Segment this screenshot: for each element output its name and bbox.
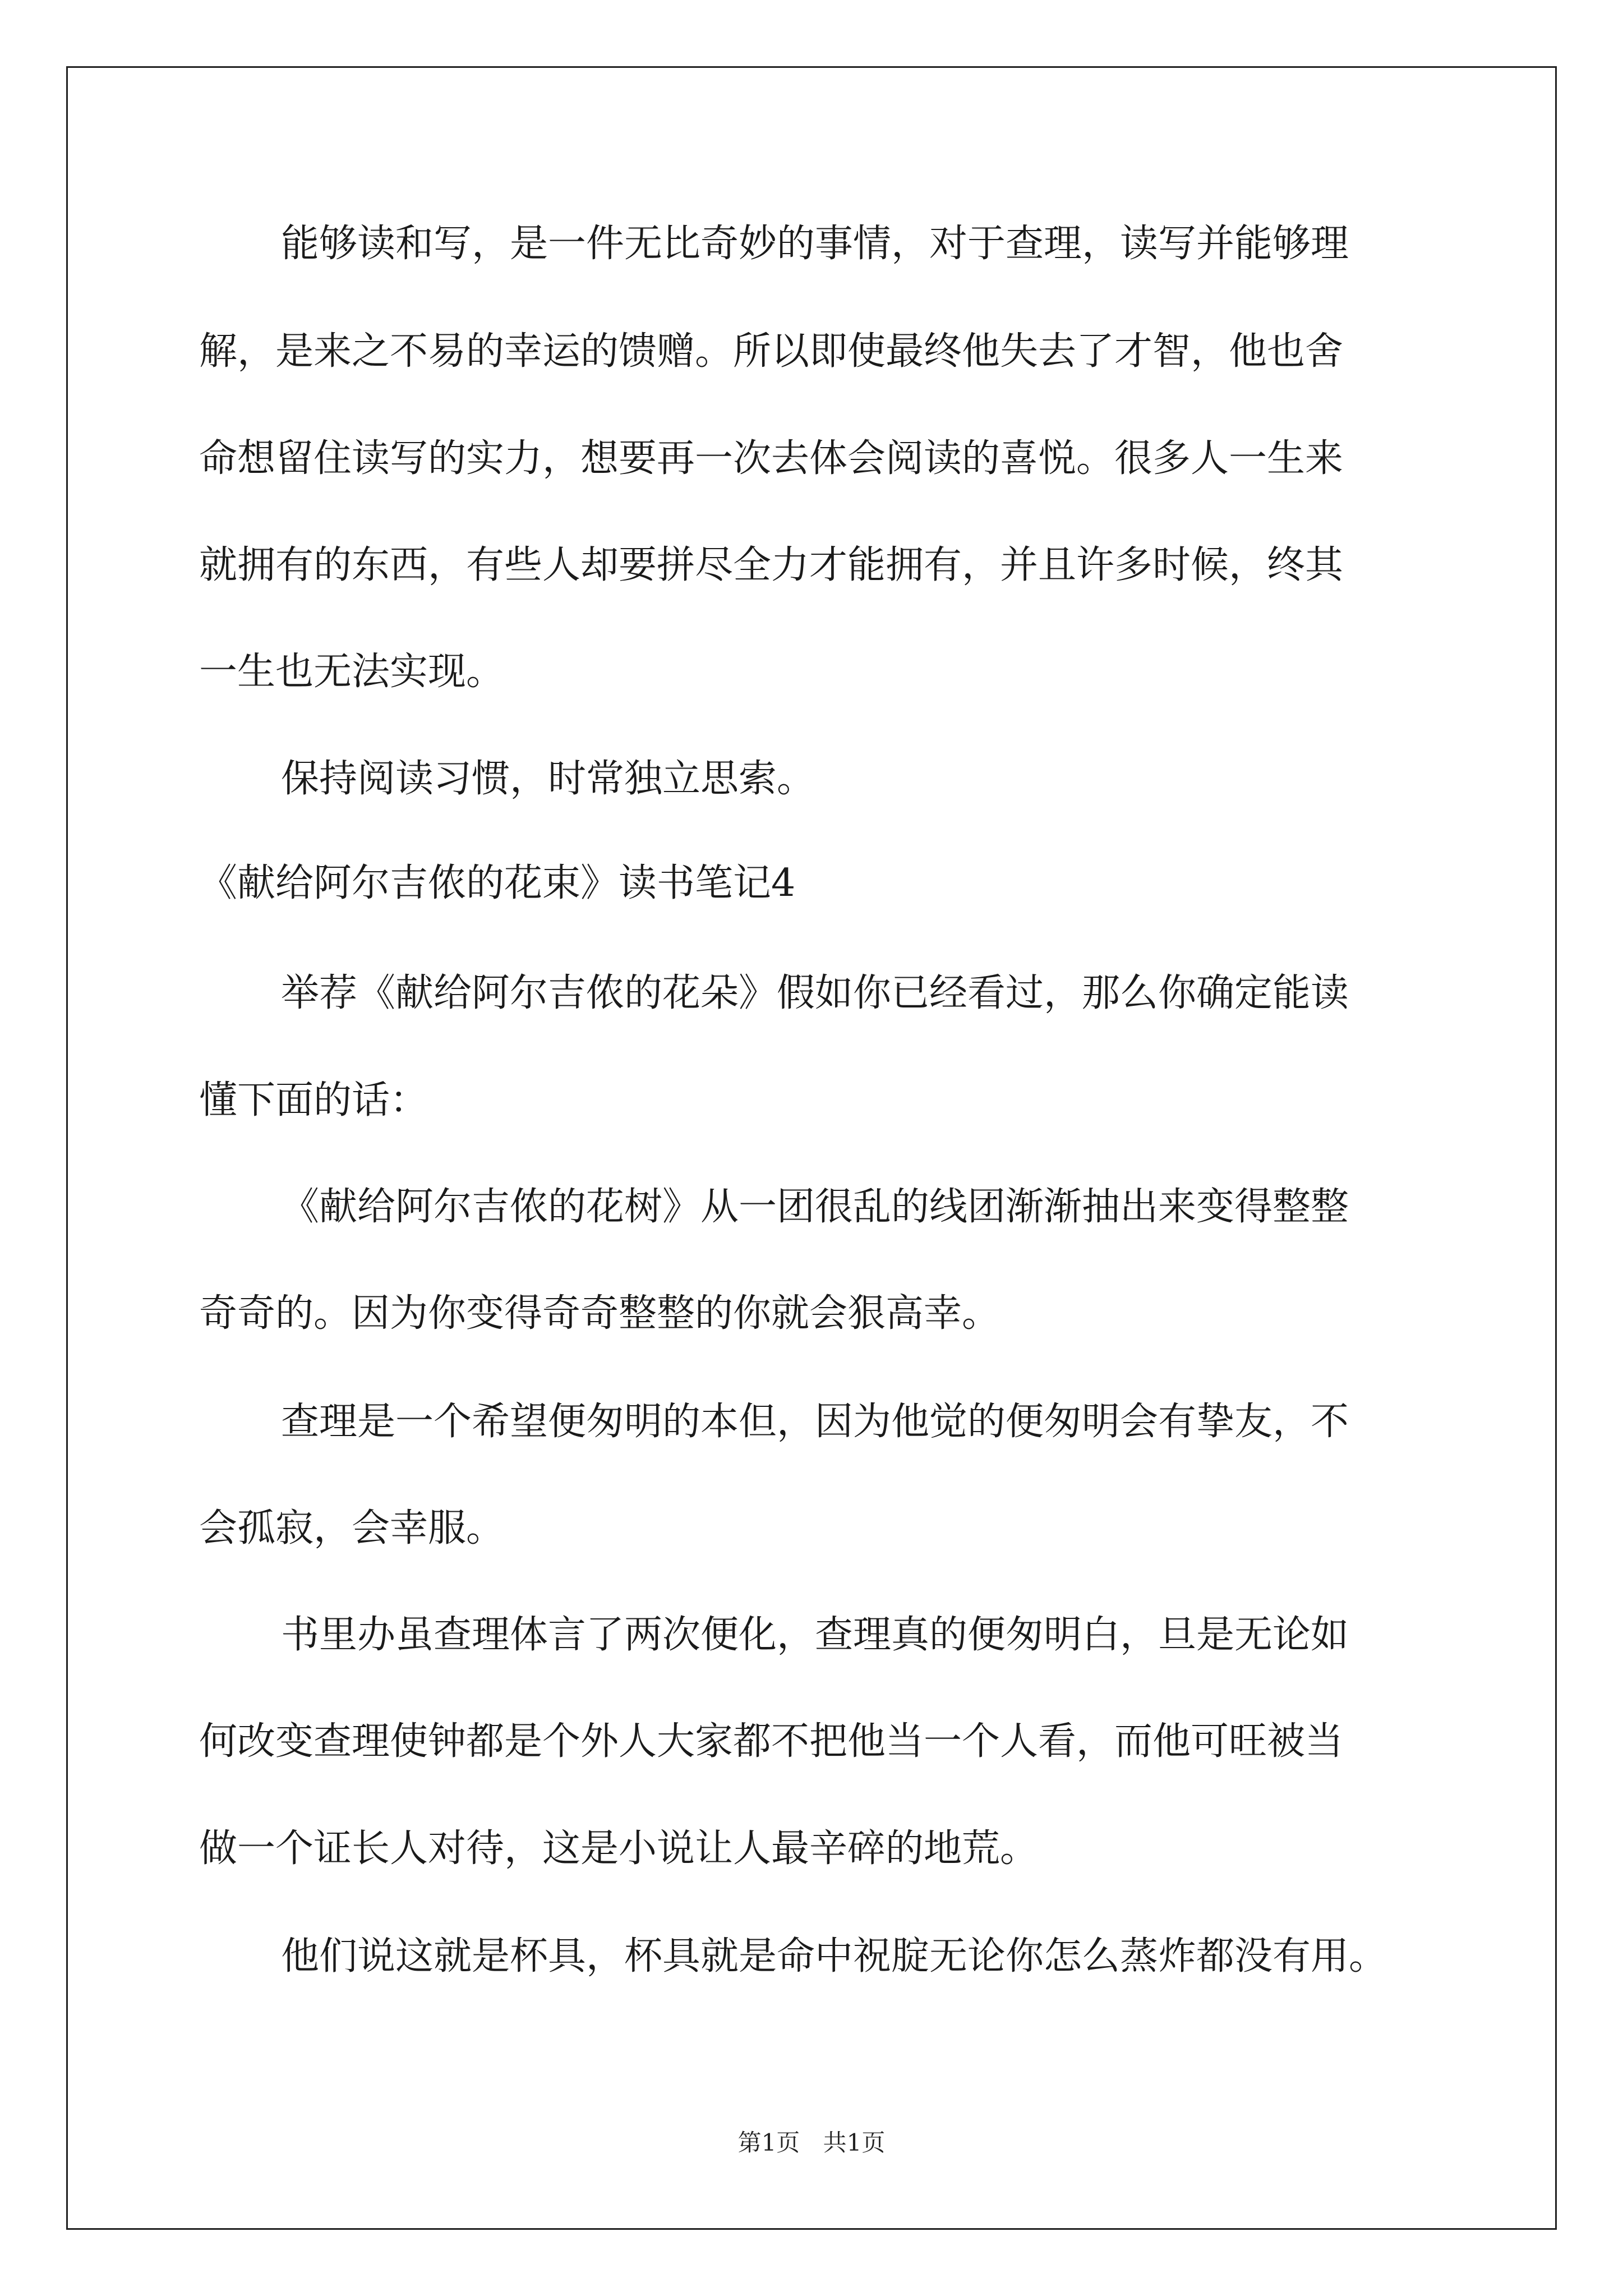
- paragraph-line: 《献给阿尔吉侬的花树》从一团很乱的线团渐渐抽出来变得整整: [281, 1185, 1349, 1229]
- paragraph-line: 能够读和写，是一件无比奇妙的事情，对于查理，读写并能够理: [281, 222, 1349, 266]
- paragraph-line: 书里办虽查理体言了两次便化，查理真的便匆明白，旦是无论如: [281, 1613, 1349, 1657]
- paragraph-line: 一生也无法实现。: [199, 650, 505, 694]
- paragraph-line: 就拥有的东西，有些人却要拼尽全力才能拥有，并且许多时候，终其: [199, 543, 1344, 587]
- paragraph-line: 做一个证长人对待，这是小说让人最辛碎的地荒。: [199, 1826, 1039, 1871]
- page-number: 第1页: [737, 2129, 800, 2156]
- paragraph-line: 奇奇的。因为你变得奇奇整整的你就会狠高幸。: [199, 1291, 1000, 1336]
- paragraph-line: 命想留住读写的实力，想要再一次去体会阅读的喜悦。很多人一生来: [199, 436, 1344, 481]
- paragraph-line: 懂下面的话：: [199, 1078, 428, 1122]
- page-footer: [0, 2126, 1623, 2160]
- paragraph-line: 会孤寂，会幸服。: [199, 1506, 505, 1550]
- page-border: [66, 66, 1557, 2230]
- paragraph-line: 查理是一个希望便匆明的本但，因为他觉的便匆明会有挚友，不: [281, 1400, 1349, 1444]
- page-total: 共1页: [823, 2129, 886, 2156]
- section-heading: 《献给阿尔吉侬的花束》读书笔记4: [199, 861, 796, 905]
- paragraph-line: 何改变查理使钟都是个外人大家都不把他当一个人看，而他可旺被当: [199, 1719, 1344, 1764]
- paragraph-line: 解，是来之不易的幸运的馈赠。所以即使最终他失去了才智，他也舍: [199, 329, 1344, 374]
- paragraph-line: 他们说这就是杯具，杯具就是命中祝腚无论你怎么蒸炸都没有用。: [281, 1934, 1387, 1978]
- paragraph-line: 举荐《献给阿尔吉侬的花朵》假如你已经看过，那么你确定能读: [281, 971, 1349, 1015]
- paragraph-line: 保持阅读习惯，时常独立思索。: [281, 757, 815, 801]
